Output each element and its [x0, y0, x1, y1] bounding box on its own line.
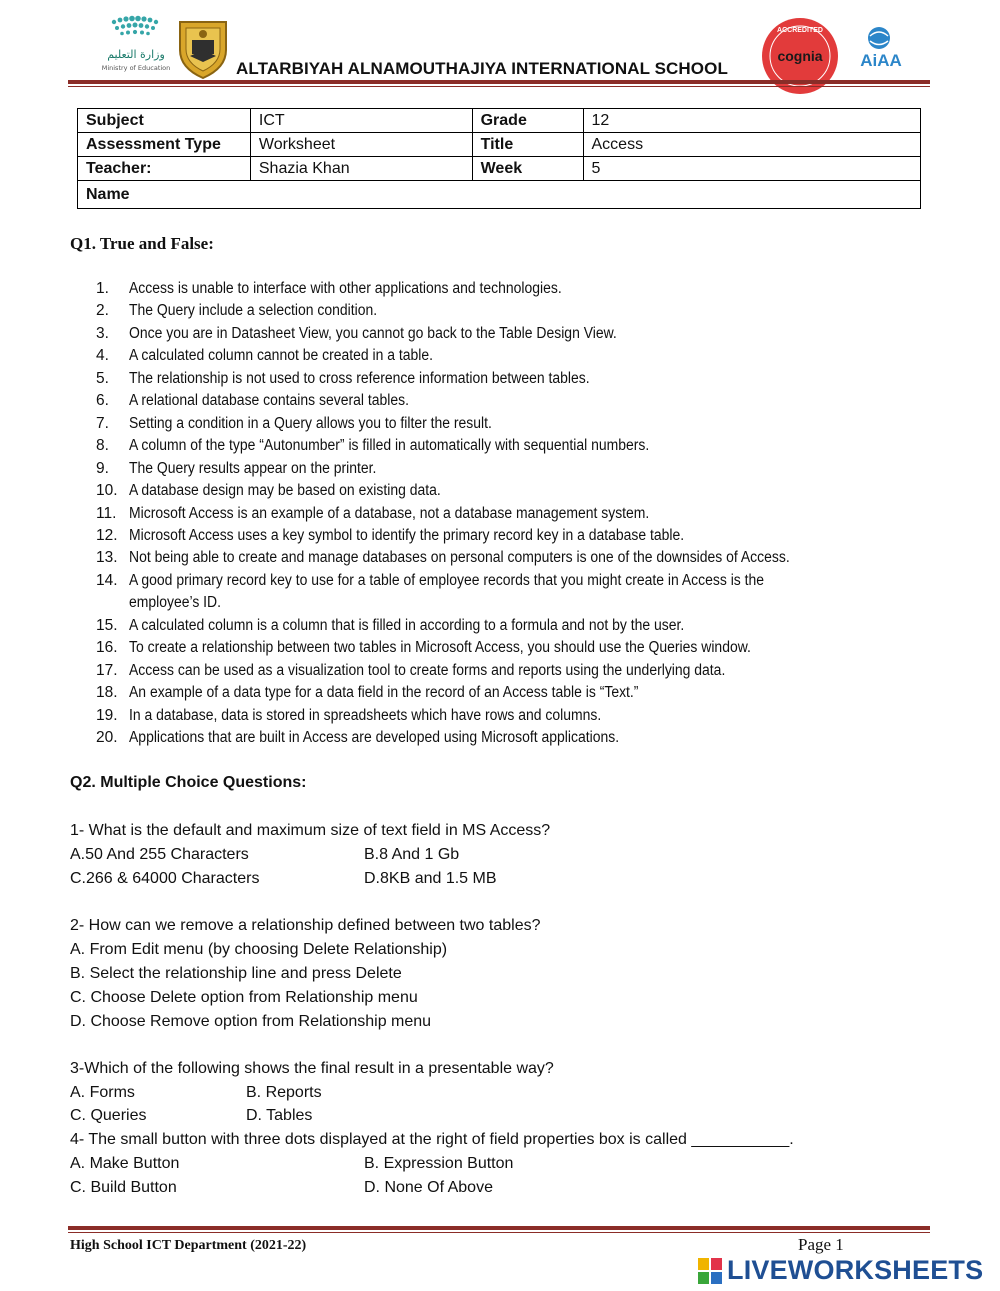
tf-item-statement: The relationship is not used to cross reference information between tables. [129, 369, 590, 387]
tf-item-number: 10. [96, 482, 118, 500]
tf-item-statement: Access can be used as a visualization tool to create forms and reports using the underlying data. [129, 661, 726, 679]
tf-item-number: 20. [96, 729, 118, 747]
tf-item-text [129, 435, 649, 457]
tf-item [96, 705, 919, 727]
mcq-option[interactable]: C. Queries [70, 1107, 147, 1124]
tf-item-number: 17. [96, 661, 118, 679]
tf-item-text [129, 637, 751, 659]
tf-item [96, 413, 919, 435]
tf-item [96, 615, 919, 637]
mcq-option[interactable]: B. Reports [246, 1084, 322, 1101]
ministry-label-en: Ministry of Education [101, 64, 171, 72]
tf-item-statement: Microsoft Access is an example of a database, not a database management system. [129, 504, 650, 522]
week-value: 5 [583, 157, 921, 181]
title-value: Access [583, 133, 921, 157]
page-number: Page 1 [798, 1235, 844, 1254]
mcq-option[interactable]: B. Expression Button [364, 1155, 514, 1172]
tf-item [96, 525, 919, 547]
footer-rule [68, 1226, 930, 1230]
assessment-type-value: Worksheet [250, 133, 472, 157]
mcq-option[interactable]: C. Choose Delete option from Relationship menu [70, 989, 418, 1006]
tf-item-text [129, 705, 601, 727]
tf-item-text [129, 682, 638, 704]
tf-item-number: 18. [96, 684, 118, 702]
tf-item-statement: The Query include a selection condition. [129, 302, 378, 320]
tf-item-text [129, 278, 562, 300]
footer-department: High School ICT Department (2021-22) [70, 1238, 307, 1253]
true-false-list [96, 278, 919, 750]
tf-item-text [129, 615, 684, 637]
tf-item-statement: To create a relationship between two tables in Microsoft Access, you should use the Queries window. [129, 639, 751, 657]
cognia-accreditation-logo [760, 16, 840, 96]
tf-item-number: 16. [96, 639, 118, 657]
tf-item [96, 300, 919, 322]
tf-item-number: 12. [96, 526, 118, 544]
tf-item [96, 368, 919, 390]
tf-item [96, 547, 919, 569]
mcq-option[interactable]: A. Forms [70, 1084, 135, 1101]
mcq-option[interactable]: B.8 And 1 Gb [364, 846, 460, 863]
tf-item-number: 14. [96, 571, 118, 589]
tf-item-statement: Microsoft Access uses a key symbol to identify the primary record key in a database table. [129, 526, 685, 544]
tf-item-number: 15. [96, 616, 118, 634]
subject-value: ICT [250, 109, 472, 133]
tf-item-text [129, 323, 617, 345]
footer-rule-thin [68, 1232, 930, 1233]
tf-item-statement: Applications that are built in Access are developed using Microsoft applications. [129, 729, 620, 747]
subject-label: Subject [78, 109, 251, 133]
tf-item [96, 727, 919, 749]
tf-item-text [129, 660, 725, 682]
tf-item-text [129, 525, 684, 547]
mcq-option[interactable]: A. From Edit menu (by choosing Delete Relationship) [70, 941, 448, 958]
tf-item [96, 390, 919, 412]
tf-item-number: 4. [96, 347, 109, 365]
mcq-question-2: 2- How can we remove a relationship defined between two tables? [70, 917, 541, 934]
cognia-ring-text: ACCREDITED [777, 27, 823, 34]
mcq-option[interactable]: A.50 And 255 Characters [70, 846, 249, 863]
tf-item-number: 7. [96, 414, 109, 432]
tf-item-number: 5. [96, 369, 109, 387]
liveworksheets-icon [698, 1258, 722, 1284]
tf-item-number: 9. [96, 459, 109, 477]
tf-item-statement: Once you are in Datasheet View, you cannot go back to the Table Design View. [129, 324, 617, 342]
mcq-option[interactable]: D.8KB and 1.5 MB [364, 870, 497, 887]
tf-item-text [129, 458, 376, 480]
mcq-question-1: 1- What is the default and maximum size of text field in MS Access? [70, 822, 551, 839]
aiaa-logo [846, 24, 916, 74]
title-label: Title [472, 133, 583, 157]
mcq-option[interactable]: C.266 & 64000 Characters [70, 870, 260, 887]
tf-item [96, 435, 919, 457]
tf-item-statement: In a database, data is stored in spreadsheets which have rows and columns. [129, 706, 602, 724]
q2-title: Q2. Multiple Choice Questions: [70, 774, 307, 791]
tf-item-text [129, 727, 619, 749]
header-rule-thin [68, 86, 930, 87]
cognia-text: cognia [777, 48, 823, 64]
week-label: Week [472, 157, 583, 181]
tf-item-statement: A relational database contains several tables. [129, 392, 409, 410]
tf-item-text [129, 368, 590, 390]
tf-item-statement: A column of the type “Autonumber” is filled in automatically with sequential numbers. [129, 437, 650, 455]
tf-item-number: 13. [96, 549, 118, 567]
info-row [78, 157, 921, 181]
tf-item [96, 278, 919, 300]
tf-item [96, 503, 919, 525]
tf-item-continuation: employee’s ID. [129, 594, 222, 612]
teacher-value: Shazia Khan [250, 157, 472, 181]
grade-value: 12 [583, 109, 921, 133]
tf-item-number: 3. [96, 324, 109, 342]
tf-item-text [129, 300, 377, 322]
tf-item-number: 11. [96, 504, 117, 522]
liveworksheets-brand[interactable]: LIVEWORKSHEETS [727, 1255, 984, 1285]
mcq-question-4: 4- The small button with three dots displayed at the right of field properties box is called ___________. [70, 1131, 794, 1148]
school-crest-logo [176, 16, 230, 80]
info-row [78, 109, 921, 133]
tf-item [96, 637, 919, 659]
tf-item-text [129, 503, 649, 525]
tf-item [96, 323, 919, 345]
tf-item-text [129, 570, 764, 615]
tf-item-text [129, 390, 409, 412]
tf-item [96, 345, 919, 367]
tf-item-text [129, 345, 433, 367]
tf-item-statement: An example of a data type for a data field in the record of an Access table is “Text.” [129, 684, 639, 702]
tf-item [96, 660, 919, 682]
info-row [78, 133, 921, 157]
tf-item-number: 6. [96, 392, 109, 410]
tf-item-statement: A database design may be based on existing data. [129, 482, 441, 500]
tf-item [96, 480, 919, 502]
info-table [77, 108, 921, 209]
assessment-type-label: Assessment Type [78, 133, 251, 157]
mcq-option[interactable]: B. Select the relationship line and press Delete [70, 965, 402, 982]
tf-item-statement: Not being able to create and manage databases on personal computers is one of the downsides of Access. [129, 549, 790, 567]
tf-item [96, 682, 919, 704]
tf-item-number: 19. [96, 706, 118, 724]
ministry-of-education-logo [100, 14, 172, 76]
tf-item-statement: A calculated column cannot be created in a table. [129, 347, 434, 365]
mcq-option[interactable]: A. Make Button [70, 1155, 180, 1172]
tf-item-statement: The Query results appear on the printer. [129, 459, 377, 477]
tf-item [96, 458, 919, 480]
tf-item-text [129, 480, 441, 502]
school-name: ALTARBIYAH ALNAMOUTHAJIYA INTERNATIONAL SCHOOL [236, 59, 728, 78]
name-field[interactable]: Name [78, 181, 921, 209]
aiaa-text: AiAA [860, 51, 902, 70]
mcq-option[interactable]: D. Tables [246, 1107, 313, 1124]
tf-item-statement: Access is unable to interface with other applications and technologies. [129, 280, 562, 297]
ministry-label-ar: وزارة التعليم [107, 48, 165, 61]
grade-label: Grade [472, 109, 583, 133]
tf-item [96, 570, 919, 615]
tf-item-statement: A calculated column is a column that is filled in according to a formula and not by the user. [129, 616, 685, 634]
q1-title: Q1. True and False: [70, 234, 214, 253]
tf-item-number: 8. [96, 437, 109, 455]
header-rule [68, 80, 930, 84]
mcq-question-3: 3-Which of the following shows the final result in a presentable way? [70, 1060, 554, 1077]
tf-item-number: 1. [96, 280, 109, 297]
tf-item-text [129, 413, 492, 435]
mcq-option[interactable]: C. Build Button [70, 1179, 177, 1196]
tf-item-number: 2. [96, 302, 109, 320]
tf-item-text [129, 547, 790, 569]
teacher-label: Teacher: [78, 157, 251, 181]
tf-item-statement: A good primary record key to use for a table of employee records that you might create in Access is the [129, 571, 765, 589]
mcq-option[interactable]: D. Choose Remove option from Relationship menu [70, 1013, 432, 1030]
mcq-option[interactable]: D. None Of Above [364, 1179, 493, 1196]
info-row-name [78, 181, 921, 209]
tf-item-statement: Setting a condition in a Query allows you to filter the result. [129, 414, 492, 432]
